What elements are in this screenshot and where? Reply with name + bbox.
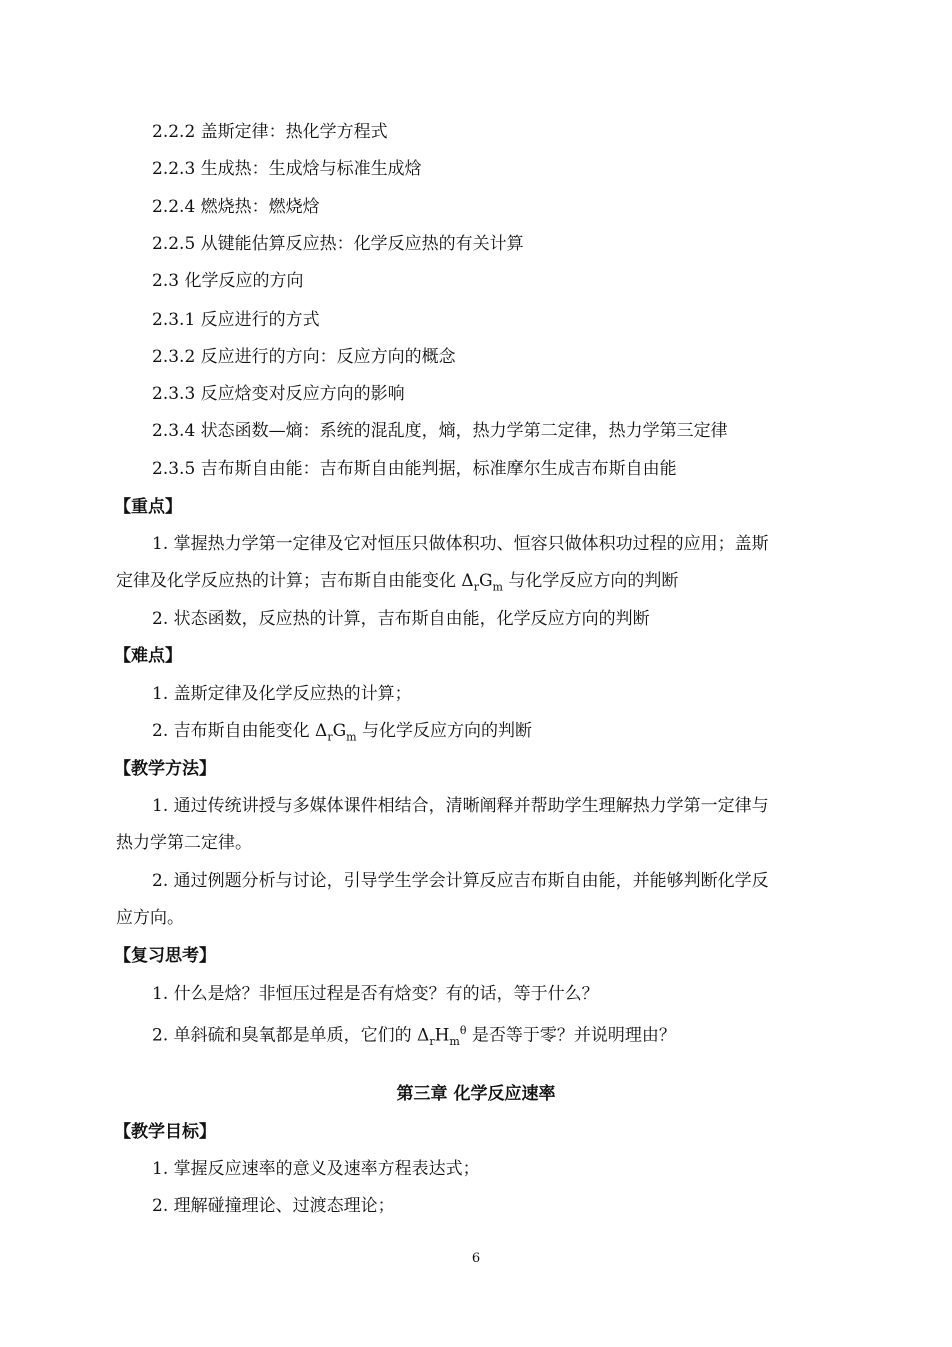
- toc-line-2-2-2: 2.2.2 盖斯定律：热化学方程式: [152, 122, 388, 142]
- objectives-heading: 【教学目标】: [114, 1122, 216, 1142]
- methods-paragraph-1-line-1: 1. 通过传统讲授与多媒体课件相结合，清晰阐释并帮助学生理解热力学第一定律与: [152, 796, 769, 816]
- key-points-paragraph-2: 2. 状态函数，反应热的计算，吉布斯自由能，化学反应方向的判断: [152, 609, 650, 629]
- difficulties-paragraph-2: 2. 吉布斯自由能变化 $\Delta_rG_m$ 与化学反应方向的判断: [152, 721, 533, 744]
- methods-paragraph-2-line-1: 2. 通过例题分析与讨论，引导学生学会计算反应吉布斯自由能，并能够判断化学反: [152, 871, 769, 891]
- toc-line-2-3-5: 2.3.5 吉布斯自由能：吉布斯自由能判据，标准摩尔生成吉布斯自由能: [152, 459, 677, 479]
- methods-paragraph-2-line-2: 应方向。: [116, 908, 184, 928]
- review-question-1: 1. 什么是焓？非恒压过程是否有焓变？有的话，等于什么？: [152, 984, 599, 1004]
- methods-paragraph-1-line-2: 热力学第二定律。: [116, 833, 252, 853]
- review-heading: 【复习思考】: [114, 946, 216, 966]
- difficulties-heading: 【难点】: [114, 646, 182, 666]
- review-question-2: 2. 单斜硫和臭氧都是单质，它们的 $\Delta_rH_m^\theta$ 是否等于零？并说明理由？: [152, 1024, 676, 1049]
- difficulties-paragraph-1: 1. 盖斯定律及化学反应热的计算；: [152, 684, 412, 704]
- methods-heading: 【教学方法】: [114, 759, 216, 779]
- toc-line-2-3: 2.3 化学反应的方向: [152, 271, 304, 291]
- chapter-3-title: 第三章 化学反应速率: [396, 1084, 556, 1104]
- toc-line-2-2-4: 2.2.4 燃烧热：燃烧焓: [152, 197, 320, 217]
- toc-line-2-3-3: 2.3.3 反应焓变对反应方向的影响: [152, 384, 405, 404]
- key-points-heading: 【重点】: [114, 497, 182, 517]
- objective-2: 2. 理解碰撞理论、过渡态理论；: [152, 1196, 395, 1216]
- key-points-paragraph-1-line-2: 定律及化学反应热的计算；吉布斯自由能变化 $\Delta_rG_m$ 与化学反应方向的判断: [116, 571, 679, 594]
- page-number: 6: [471, 1251, 481, 1266]
- key-points-paragraph-1-line-1: 1. 掌握热力学第一定律及它对恒压只做体积功、恒容只做体积功过程的应用；盖斯: [152, 534, 769, 554]
- toc-line-2-3-2: 2.3.2 反应进行的方向：反应方向的概念: [152, 347, 456, 367]
- toc-line-2-2-5: 2.2.5 从键能估算反应热：化学反应热的有关计算: [152, 234, 524, 254]
- toc-line-2-2-3: 2.2.3 生成热：生成焓与标准生成焓: [152, 159, 422, 179]
- toc-line-2-3-4: 2.3.4 状态函数—熵：系统的混乱度，熵，热力学第二定律，热力学第三定律: [152, 421, 728, 441]
- toc-line-2-3-1: 2.3.1 反应进行的方式: [152, 310, 320, 330]
- objective-1: 1. 掌握反应速率的意义及速率方程表达式；: [152, 1159, 480, 1179]
